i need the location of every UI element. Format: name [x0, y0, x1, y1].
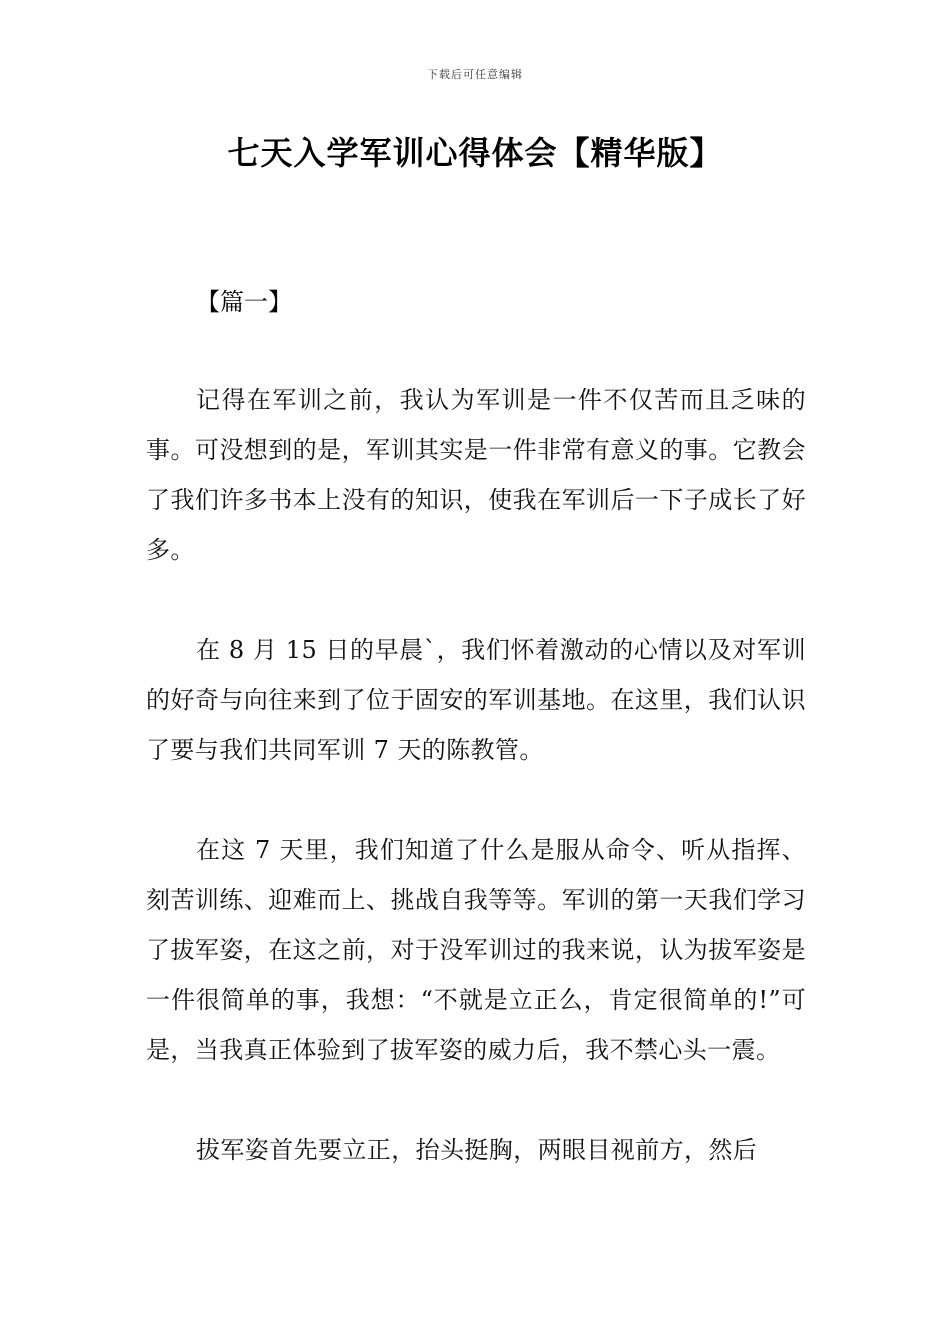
document-title: 七天入学军训心得体会【精华版】	[227, 134, 723, 172]
section-label: 【篇一】	[196, 288, 292, 316]
paragraph-2: 在 8 月 15 日的早晨`，我们怀着激动的心情以及对军训的好奇与向往来到了位于固安的军训基地。在这里，我们认识了要与我们共同军训 7 天的陈教管。	[146, 636, 806, 764]
paragraph-1: 记得在军训之前，我认为军训是一件不仅苦而且乏味的事。可没想到的是，军训其实是一件非常有意义的事。它教会了我们许多书本上没有的知识，使我在军训后一下子成长了好多。	[146, 386, 806, 564]
document-body	[146, 375, 806, 1225]
paragraph-4: 拔军姿首先要立正，抬头挺胸，两眼目视前方，然后	[196, 1136, 758, 1164]
paragraph-3: 在这 7 天里，我们知道了什么是服从命令、听从指挥、刻苦训练、迎难而上、挑战自我等等。军训的第一天我们学习了拔军姿，在这之前，对于没军训过的我来说，认为拔军姿是一件很简单的事，我想：“不就是立正么，肯定很简单的!”可是，当我真正体验到了拔军姿的威力后，我不禁心头一震。	[146, 836, 806, 1064]
header-note: 下载后可任意编辑	[427, 68, 523, 81]
